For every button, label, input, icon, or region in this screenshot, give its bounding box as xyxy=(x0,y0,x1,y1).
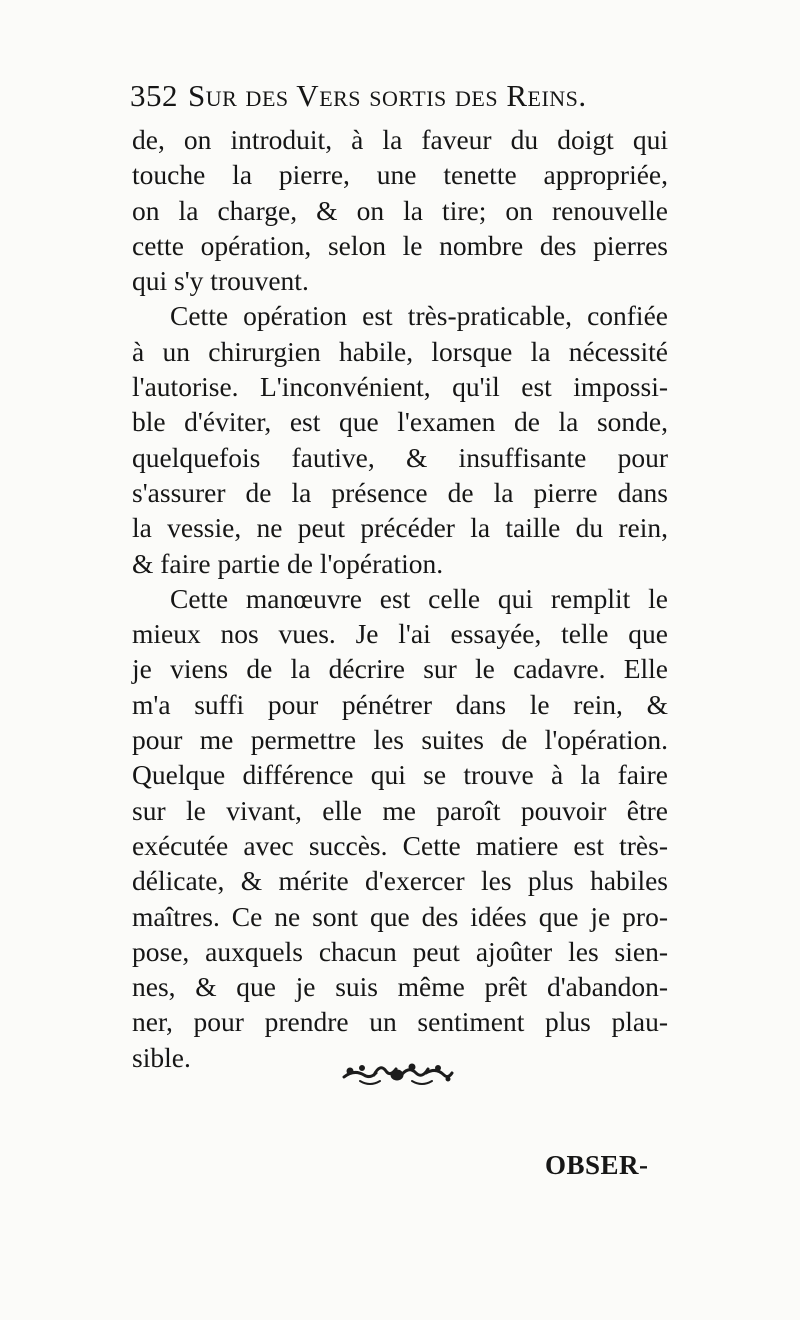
text-line: s'assurer de la présence de la pierre dans xyxy=(132,476,668,508)
text-line: pose, auxquels chacun peut ajoûter les sien- xyxy=(132,935,668,967)
text-line: ner, pour prendre un sentiment plus plau- xyxy=(132,1006,668,1038)
text-line: pour me permettre les suites de l'opération. xyxy=(132,724,668,756)
text-line: touche la pierre, une tenette appropriée, xyxy=(132,159,668,191)
running-title: Sur des Vers sortis des Reins. xyxy=(188,78,587,113)
catchword: OBSER- xyxy=(545,1150,649,1180)
text-line: sur le vivant, elle me paroît pouvoir être xyxy=(132,794,668,826)
body-text xyxy=(132,122,668,1075)
text-line: de, on introduit, à la faveur du doigt qui xyxy=(132,124,668,155)
text-line: la vessie, ne peut précéder la taille du rein, xyxy=(132,512,668,544)
text-line: & faire partie de l'opération. xyxy=(132,547,444,579)
running-header xyxy=(130,76,670,116)
text-line: je viens de la décrire sur le cadavre. Elle xyxy=(132,653,668,685)
printer-ornament-icon xyxy=(340,1055,455,1091)
text-line: qui s'y trouvent. xyxy=(132,265,309,297)
text-line: m'a suffi pour pénétrer dans le rein, & xyxy=(132,688,668,720)
text-line: nes, & que je suis même prêt d'abandon- xyxy=(132,971,668,1003)
text-line: mieux nos vues. Je l'ai essayée, telle que xyxy=(132,618,668,650)
text-line: Quelque différence qui se trouve à la faire xyxy=(132,759,668,791)
text-line: exécutée avec succès. Cette matiere est très- xyxy=(132,829,668,861)
text-line: maîtres. Ce ne sont que des idées que je pro- xyxy=(132,900,668,932)
text-line: à un chirurgien habile, lorsque la nécessité xyxy=(132,335,668,367)
text-line: Cette opération est très-praticable, confiée xyxy=(170,300,668,332)
text-line: délicate, & mérite d'exercer les plus habiles xyxy=(132,865,668,897)
text-line: ble d'éviter, est que l'examen de la sonde, xyxy=(132,406,668,438)
text-line: cette opération, selon le nombre des pierres xyxy=(132,229,668,261)
text-line: on la charge, & on la tire; on renouvelle xyxy=(132,194,668,226)
text-line: quelquefois fautive, & insuffisante pour xyxy=(132,441,668,473)
text-line: Cette manœuvre est celle qui remplit le xyxy=(170,582,668,614)
text-line: sible. xyxy=(132,1041,191,1073)
text-line: l'autorise. L'inconvénient, qu'il est impossi- xyxy=(132,371,668,403)
page-number: 352 xyxy=(130,78,178,113)
